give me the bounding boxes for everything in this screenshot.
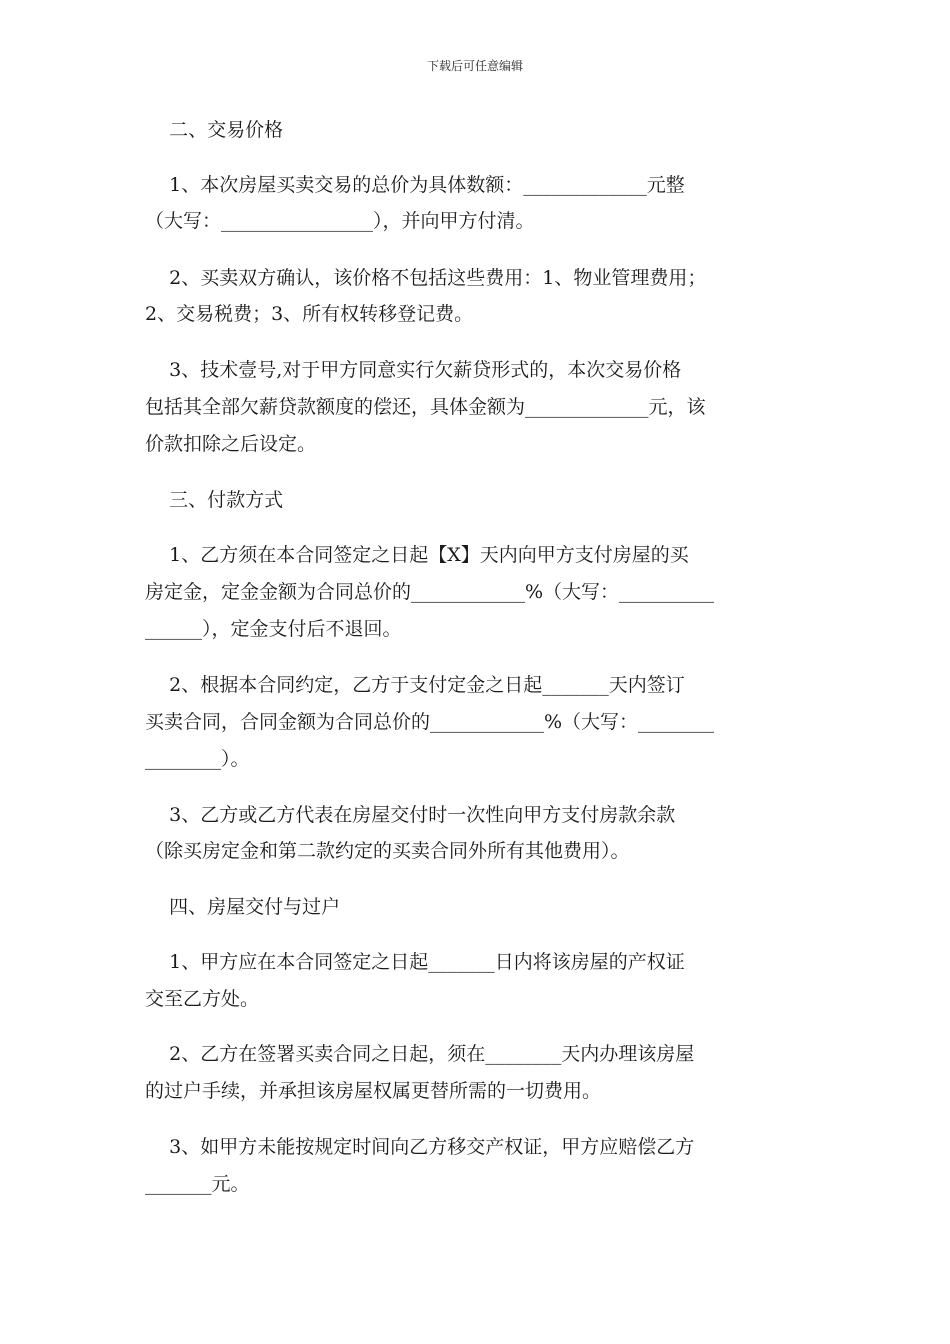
header-note: 下载后可任意编辑 bbox=[426, 59, 523, 73]
section-heading-price: 二、交易价格 bbox=[145, 119, 284, 141]
paragraph-line: 1、本次房屋买卖交易的总价为具体数额：_____________元整 bbox=[145, 174, 685, 196]
paragraph-line: 3、如甲方未能按规定时间向乙方移交产权证，甲方应赔偿乙方 bbox=[145, 1136, 695, 1158]
paragraph-line: 2、交易税费；3、所有权转移登记费。 bbox=[145, 303, 474, 325]
paragraph-line: （大写：________________），并向甲方付清。 bbox=[145, 210, 535, 232]
paragraph-line: ______），定金支付后不退回。 bbox=[145, 618, 402, 640]
paragraph-line: 3、技术壹号,对于甲方同意实行欠薪贷形式的，本次交易价格 bbox=[145, 359, 682, 381]
paragraph-line: 2、乙方在签署买卖合同之日起，须在________天内办理该房屋 bbox=[145, 1043, 695, 1065]
paragraph-line: 包括其全部欠薪贷款额度的偿还，具体金额为_____________元，该 bbox=[145, 396, 706, 418]
paragraph-line: _______元。 bbox=[145, 1173, 250, 1195]
paragraph-line: 的过户手续，并承担该房屋权属更替所需的一切费用。 bbox=[145, 1080, 602, 1102]
paragraph-line: ________）。 bbox=[145, 748, 250, 770]
paragraph-line: 2、根据本合同约定，乙方于支付定金之日起_______天内签订 bbox=[145, 674, 685, 696]
paragraph-line: 房定金，定金金额为合同总价的____________%（大写：__________ bbox=[145, 581, 715, 603]
paragraph-line: 1、乙方须在本合同签定之日起【X】天内向甲方支付房屋的买 bbox=[145, 544, 689, 566]
section-heading-payment: 三、付款方式 bbox=[145, 489, 284, 511]
paragraph-line: 买卖合同，合同金额为合同总价的____________%（大写：________ bbox=[145, 711, 715, 733]
paragraph-line: 价款扣除之后设定。 bbox=[145, 433, 317, 455]
paragraph-line: 交至乙方处。 bbox=[145, 988, 260, 1010]
paragraph-line: （除买房定金和第二款约定的买卖合同外所有其他费用）。 bbox=[145, 840, 630, 862]
paragraph-line: 1、甲方应在本合同签定之日起_______日内将该房屋的产权证 bbox=[145, 951, 685, 973]
paragraph-line: 3、乙方或乙方代表在房屋交付时一次性向甲方支付房款余款 bbox=[145, 804, 676, 826]
paragraph-line: 2、买卖双方确认，该价格不包括这些费用：1、物业管理费用； bbox=[145, 267, 707, 289]
section-heading-delivery: 四、房屋交付与过户 bbox=[145, 896, 341, 918]
